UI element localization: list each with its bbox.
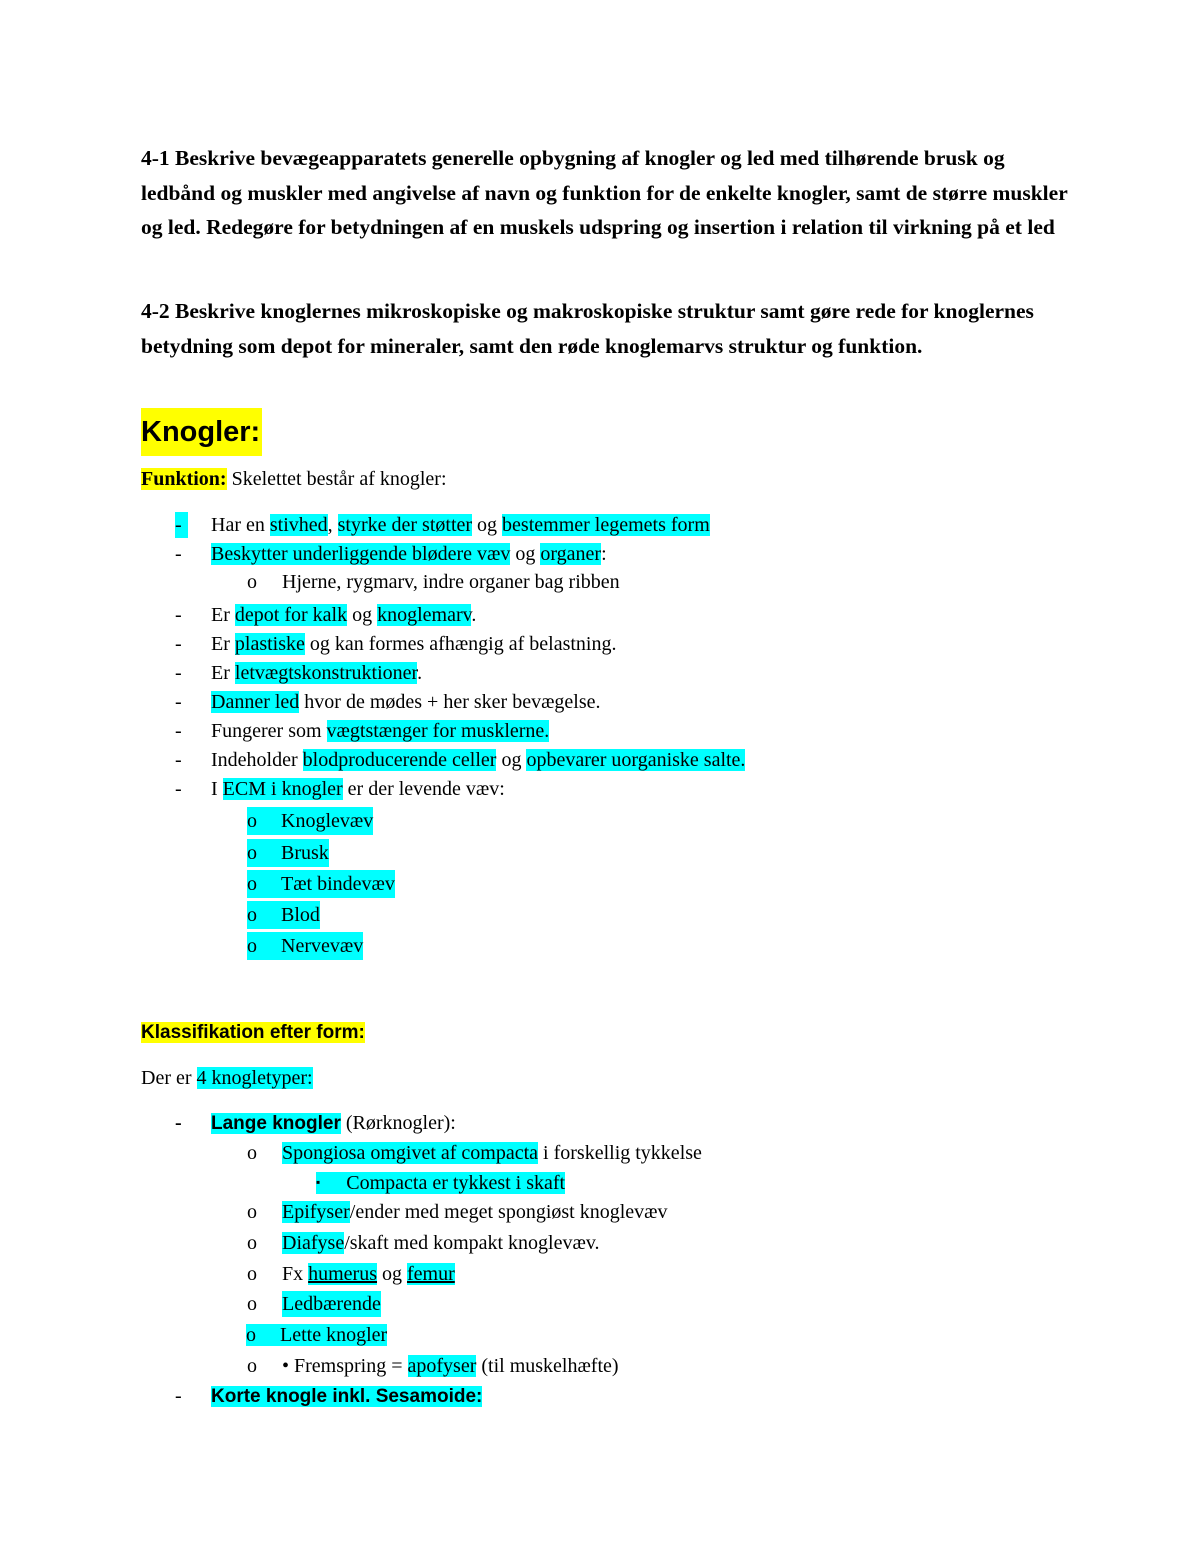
highlight-text: stivhed: [269, 514, 328, 536]
item-text: Er: [211, 604, 235, 626]
highlight-text: Beskytter underliggende blødere væv: [211, 543, 511, 565]
list-subitem: [246, 868, 407, 900]
item-text: Brusk: [281, 842, 329, 864]
function-intro: [141, 466, 447, 492]
dash-bullet: -: [175, 633, 182, 655]
item-text: Compacta er tykkest i skaft: [346, 1172, 566, 1194]
item-text: Fungerer som: [211, 720, 327, 742]
list-subitem: [246, 930, 375, 962]
item-text: Hjerne, rygmarv, indre organer bag ribben: [282, 571, 620, 593]
item-text: og: [510, 543, 541, 565]
circle-bullet: o: [247, 810, 257, 832]
dash-bullet: -: [175, 1385, 182, 1407]
item-text: hvor de mødes + her sker bevægelse.: [299, 691, 601, 713]
item-text: Blod: [281, 904, 320, 926]
highlight-text: femur: [407, 1263, 455, 1285]
dash-bullet: -: [175, 512, 188, 538]
circle-bullet: o: [247, 842, 257, 864]
dash-bullet: -: [175, 604, 182, 626]
highlight-text: 4 knogletyper:: [196, 1067, 313, 1089]
item-text: og: [496, 749, 527, 771]
highlight-text: humerus: [308, 1263, 378, 1285]
highlight-text: Epifyser: [282, 1201, 350, 1223]
highlight-text: blodproducerende celler: [302, 749, 497, 771]
item-text: Nervevæv: [281, 935, 364, 957]
dash-bullet: -: [175, 778, 182, 800]
highlight-text: bestemmer legemets form: [502, 514, 710, 536]
item-text: • Fremspring =: [282, 1355, 408, 1377]
item-text: I: [211, 778, 223, 800]
highlight-text: knoglemarv: [377, 604, 472, 626]
circle-bullet: o: [247, 1142, 257, 1164]
highlight-text: Danner led: [211, 691, 300, 713]
dash-bullet: -: [175, 662, 182, 684]
circle-bullet: o: [247, 1201, 257, 1223]
dash-bullet: -: [175, 749, 182, 771]
circle-bullet: o: [247, 935, 257, 957]
square-bullet: ▪: [316, 1175, 321, 1189]
list-subsubitem: [316, 1169, 565, 1196]
highlight-text: apofyser: [407, 1355, 477, 1377]
learning-objective-4-1: 4-1 Beskrive bevægeapparatets generelle opbygning af knogler og led med tilhørende brusk og ledbånd og muskler med angivelse af navn og funktion for de enkelte knogler, samt de større muskler og led. Redegøre for betydningen af en muskels udspring og insertion i relation til virkning på et led: [141, 146, 1068, 239]
circle-bullet: o: [247, 1355, 257, 1377]
highlight-text: Korte knogle inkl. Sesamoide:: [211, 1386, 483, 1407]
list-subitem: [246, 1322, 387, 1348]
item-text: ,: [327, 514, 338, 536]
item-text: Der er: [141, 1067, 197, 1089]
item-text: :: [601, 543, 607, 565]
circle-bullet: o: [247, 873, 257, 895]
classification-heading: [141, 1019, 365, 1046]
dash-bullet: -: [175, 543, 182, 565]
highlight-text: organer: [540, 543, 602, 565]
item-text: og kan formes afhængig af belastning.: [304, 633, 617, 655]
classification-intro: [141, 1065, 313, 1091]
dash-bullet: -: [175, 720, 182, 742]
highlight-text: plastiske: [234, 633, 305, 655]
highlight-text: letvægtskonstruktioner: [234, 662, 418, 684]
item-text: /ender med meget spongiøst knoglevæv: [349, 1201, 668, 1223]
item-text: Er: [211, 633, 235, 655]
section-heading-knogler: Knogler:: [141, 408, 262, 456]
item-text: og: [472, 514, 503, 536]
highlight-text: depot for kalk: [234, 604, 348, 626]
item-text: .: [471, 604, 477, 626]
item-text: Er: [211, 662, 235, 684]
item-text: Lette knogler: [280, 1324, 388, 1346]
circle-bullet: o: [246, 1324, 256, 1346]
item-text: i forskellig tykkelse: [538, 1142, 702, 1164]
highlight-text: Diafyse: [282, 1232, 345, 1254]
circle-bullet: o: [247, 571, 257, 593]
highlight-text: Ledbærende: [282, 1293, 381, 1315]
list-subitem: [246, 805, 385, 837]
item-text: Tæt bindevæv: [281, 873, 395, 895]
learning-objective-4-2: 4-2 Beskrive knoglernes mikroskopiske og makroskopiske struktur samt gøre rede for knoglernes betydning som depot for mineraler, samt den røde knoglemarvs struktur og funktion.: [141, 299, 1034, 358]
circle-bullet: o: [247, 904, 257, 926]
highlight-text: Spongiosa omgivet af compacta: [282, 1142, 539, 1164]
function-intro-text: Skelettet består af knogler:: [226, 468, 447, 490]
item-text: /skaft med kompakt knoglevæv.: [344, 1232, 600, 1254]
item-text: er der levende væv:: [342, 778, 505, 800]
circle-bullet: o: [247, 1263, 257, 1285]
dash-bullet: -: [175, 1112, 182, 1134]
item-text: (Rørknogler):: [340, 1112, 456, 1134]
dash-bullet: -: [175, 691, 182, 713]
circle-bullet: o: [247, 1293, 257, 1315]
highlight-text: ECM i knogler: [222, 778, 343, 800]
item-text: .: [417, 662, 423, 684]
highlight-text: styrke der støtter: [337, 514, 473, 536]
list-subitem: [246, 899, 332, 931]
item-text: og: [347, 604, 378, 626]
highlight-text: Lange knogler: [211, 1113, 341, 1134]
highlight-text: opbevarer uorganiske salte.: [526, 749, 746, 771]
item-text: og: [377, 1263, 408, 1285]
function-label: Funktion:: [141, 468, 227, 490]
item-text: Knoglevæv: [281, 810, 374, 832]
item-text: (til muskelhæfte): [476, 1355, 619, 1377]
highlight-text: vægtstænger for musklerne.: [326, 720, 550, 742]
classification-label: Klassifikation efter form:: [141, 1022, 365, 1043]
item-text: Fx: [282, 1263, 309, 1285]
item-text: Indeholder: [211, 749, 303, 771]
item-text: Har en: [211, 514, 270, 536]
list-subitem: [246, 837, 341, 869]
circle-bullet: o: [247, 1232, 257, 1254]
